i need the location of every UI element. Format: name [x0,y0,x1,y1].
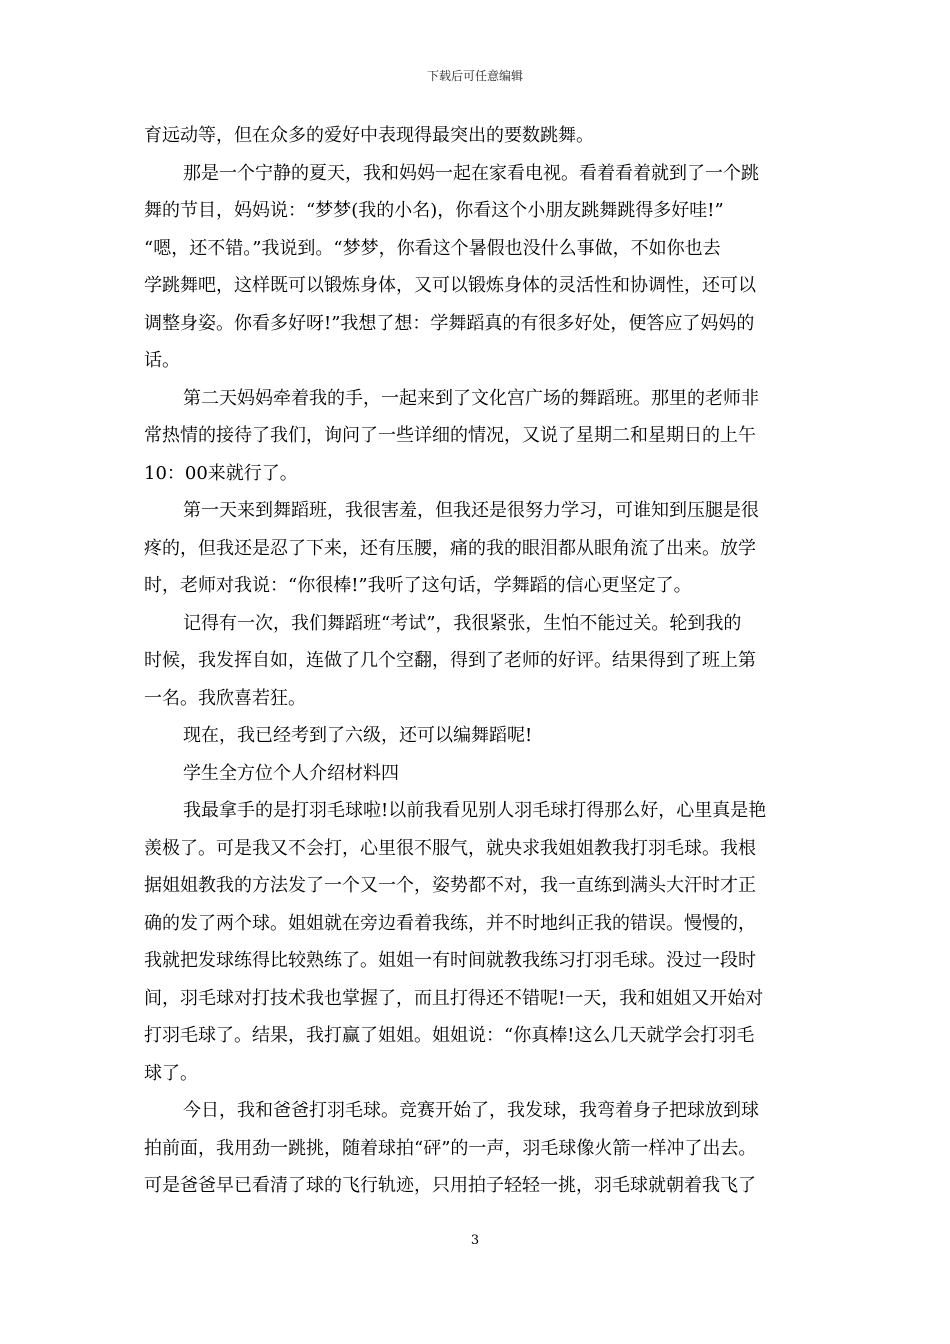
page-header: 下载后可任意编辑 [426,69,523,83]
text-line: 时，老师对我说：“你很棒!”我听了这句话，学舞蹈的信心更坚定了。 [144,575,692,596]
text-line: 那是一个宁静的夏天，我和妈妈一起在家看电视。看着看着就到了一个跳 [183,162,759,184]
text-line: 间，羽毛球对打技术我也掌握了，而且打得还不错呢!一天，我和姐姐又开始对 [144,987,764,1009]
text-line: 据姐姐教我的方法发了一个又一个，姿势都不对，我一直练到满头大汗时才正 [144,875,756,896]
text-line: 学生全方位个人介绍材料四 [183,762,399,784]
text-line: 调整身姿。你看多好呀!”我想了想：学舞蹈真的有很多好处，便答应了妈妈的 [144,312,755,334]
body-text [144,117,820,1205]
text-line: 打羽毛球了。结果，我打赢了姐姐。姐姐说：“你真棒!这么几天就学会打羽毛 [144,1025,755,1046]
text-line: 时候，我发挥自如，连做了几个空翻，得到了老师的好评。结果得到了班上第 [144,650,756,671]
text-line: 现在，我已经考到了六级，还可以编舞蹈呢! [183,725,533,746]
text-line: 第二天妈妈牵着我的手，一起来到了文化宫广场的舞蹈班。那里的老师非 [183,387,759,409]
text-line: 我就把发球练得比较熟练了。姐姐一有时间就教我练习打羽毛球。没过一段时 [144,950,756,971]
text-line: 拍前面，我用劲一跳挑，随着球拍“砰”的一声，羽毛球像火箭一样冲了出去。 [144,1137,757,1159]
text-line: 一名。我欣喜若狂。 [144,687,306,709]
text-line: 可是爸爸早已看清了球的飞行轨迹，只用拍子轻轻一挑，羽毛球就朝着我飞了 [144,1175,756,1196]
text-line: 球了。 [144,1062,198,1084]
text-line: 记得有一次，我们舞蹈班“考试”，我很紧张，生怕不能过关。轮到我的 [183,612,742,634]
page-number: 3 [470,1233,480,1248]
text-line: 羡极了。可是我又不会打，心里很不服气，就央求我姐姐教我打羽毛球。我根 [144,837,756,859]
text-line: 今日，我和爸爸打羽毛球。竞赛开始了，我发球，我弯着身子把球放到球 [183,1100,759,1121]
text-line: 育远动等，但在众多的爱好中表现得最突出的要数跳舞。 [144,125,594,146]
text-line: 第一天来到舞蹈班，我很害羞，但我还是很努力学习，可谁知到压腿是很 [183,500,759,521]
text-line: 疼的，但我还是忍了下来，还有压腰，痛的我的眼泪都从眼角流了出来。放学 [144,537,756,559]
text-line: “嗯，还不错。”我说到。“梦梦，你看这个暑假也没什么事做，不如你也去 [144,237,721,259]
text-line: 话。 [144,350,180,371]
text-line: 10：00来就行了。 [144,462,298,484]
text-line: 舞的节目，妈妈说：“梦梦(我的小名)，你看这个小朋友跳舞跳得多好哇!” [144,200,724,221]
text-line: 确的发了两个球。姐姐就在旁边看着我练，并不时地纠正我的错误。慢慢的， [144,912,756,934]
text-line: 常热情的接待了我们，询问了一些详细的情况，又说了星期二和星期日的上午 [144,425,756,446]
text-line: 我最拿手的是打羽毛球啦!以前我看见别人羽毛球打得那么好，心里真是艳 [183,800,767,821]
text-line: 学跳舞吧，这样既可以锻炼身体，又可以锻炼身体的灵活性和协调性，还可以 [144,275,756,296]
